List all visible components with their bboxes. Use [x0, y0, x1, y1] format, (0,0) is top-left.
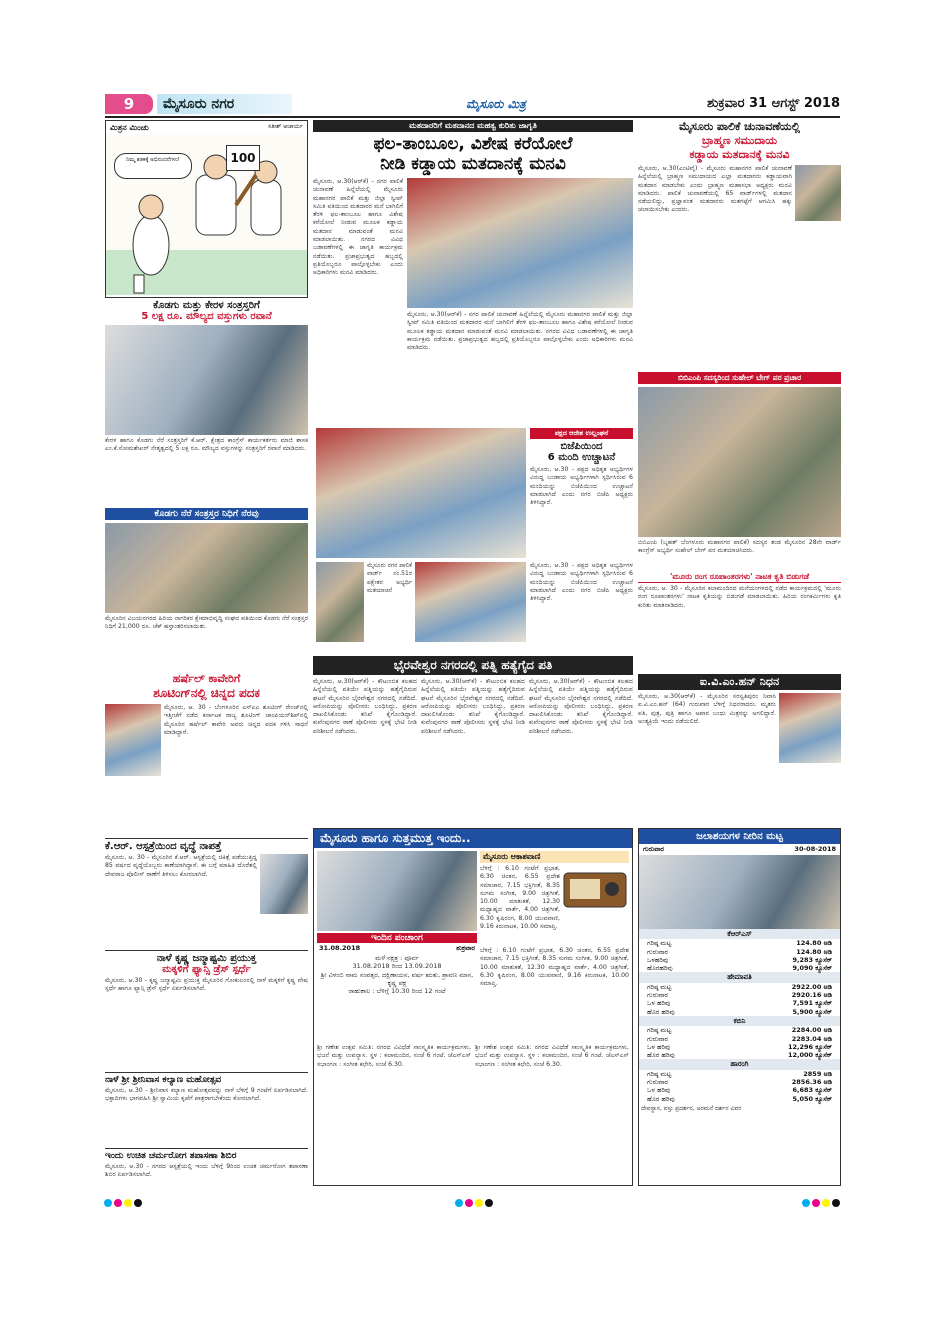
dam-row-value: 124.80 ಅಡಿ [796, 947, 832, 956]
reservoir-day: ಗುರುವಾರ [643, 845, 664, 853]
janmashtami-story [105, 950, 308, 1070]
magenta-dot [812, 1199, 820, 1207]
print-marks-left [104, 1192, 144, 1211]
panchanga-line-2: 31.08.2018 ರಿಂದ 13.09.2018 [352, 962, 442, 971]
obit-photo [779, 693, 841, 763]
bjp-body-cont: ಮೈಸೂರು, ಆ.30 - ಪಕ್ಷದ ಅಧಿಕೃತ ಅಭ್ಯರ್ಥಿಗಳ ವಿರುದ್ಧ ಬಂಡಾಯ ಅಭ್ಯರ್ಥಿಗಳಾಗಿ ಸ್ಪರ್ಧಿಸಿರುವ 6 ಮಂದಿಯನ್ನು ಬಿಜೆಪಿಯಿಂದ ಉಚ್ಚಾಟನೆ ಮಾಡಲಾಗಿದೆ ಎಂದು ನಗರ ಬಿಜೆಪಿ ಅಧ್ಯಕ್ಷರು ತಿಳಿಸಿದ್ದಾರೆ. [530, 562, 633, 603]
black-dot [832, 1199, 840, 1207]
dam-row-label: ಗುರುವಾರ [647, 1078, 668, 1087]
dam-row-label: ಗುರುವಾರ [647, 991, 668, 1000]
bhairav-body-3: ಮೈಸೂರು, ಆ.30(ಆರ್‌ಕೆ) - ಕೌಟುಂಬಿಕ ಕಲಹದ ಹಿನ್ನೆಲೆಯಲ್ಲಿ ಪತಿಯೇ ಪತ್ನಿಯನ್ನು ಹತ್ಯೆಗೈದಿರುವ ಘಟನೆ ಮೈಸೂರಿನ ಭೈರವೇಶ್ವರ ನಗರದಲ್ಲಿ ನಡೆದಿದೆ. ಆರೋಪಿಯನ್ನು ಪೊಲೀಸರು ಬಂಧಿಸಿದ್ದು, ಪ್ರಕರಣ ದಾಖಲಿಸಿಕೊಂಡು ತನಿಖೆ ಕೈಗೊಂಡಿದ್ದಾರೆ. ಕುವೆಂಪುನಗರ ಠಾಣೆ ಪೊಲೀಸರು ಸ್ಥಳಕ್ಕೆ ಭೇಟಿ ನೀಡಿ ಪರಿಶೀಲನೆ ನಡೆಸಿದರು. [529, 678, 633, 735]
dam-row-value: 2284.00 ಅಡಿ [791, 1026, 832, 1035]
harshel-story [105, 672, 308, 834]
cartoon-panel [105, 120, 308, 298]
dam-row [639, 964, 840, 972]
harshel-photo [105, 704, 161, 776]
rangayana-headline: 'ಮೂರು ರಂಗ ರೂಪಾಂತರಗಳು' ನಾಟಕ ಕೃತಿ ಬಿಡುಗಡೆ [638, 572, 841, 583]
dam-row [639, 1095, 840, 1103]
dam-row [639, 1051, 840, 1059]
voting-headline-2: ನೀಡಿ ಕಡ್ಡಾಯ ಮತದಾನಕ್ಕೆ ಮನವಿ [380, 154, 566, 174]
voting-body-2: ಮೈಸೂರು, ಆ.30(ಆರ್‌ಕೆ) - ನಗರ ಪಾಲಿಕೆ ಚುನಾವಣೆ ಹಿನ್ನೆಲೆಯಲ್ಲಿ ಮೈಸೂರು ಮಹಾನಗರ ಪಾಲಿಕೆ ಮತ್ತು ಜಿಲ್ಲಾ ಸ್ವೀಪ್ ಸಮಿತಿ ವತಿಯಿಂದ ಮತದಾರರ ಮನೆ ಬಾಗಿಲಿಗೆ ತೆರಳಿ ಫಲ-ತಾಂಬೂಲ ಹಾಗೂ ವಿಶೇಷ ಕರೆಯೋಲೆ ನೀಡುವ ಮೂಲಕ ಕಡ್ಡಾಯ ಮತದಾನ ಮಾಡುವಂತೆ ಮನವಿ ಮಾಡಲಾಯಿತು. ನಗರದ ವಿವಿಧ ಬಡಾವಣೆಗಳಲ್ಲಿ ಈ ಜಾಗೃತಿ ಕಾರ್ಯಕ್ರಮ ನಡೆಯಿತು. ಪ್ರಜಾಪ್ರಭುತ್ವದ ಹಬ್ಬದಲ್ಲಿ ಪ್ರತಿಯೊಬ್ಬರೂ ಪಾಲ್ಗೊಳ್ಳಬೇಕು ಎಂದು ಅಧಿಕಾರಿಗಳು ಮನವಿ ಮಾಡಿದರು. [407, 311, 633, 352]
radio-text-2: ಬೆಳಿಗ್ಗೆ : 6.10 ಗಂಟೆಗೆ ಪ್ರಭಾತ, 6.30 ಚಿಂತನ, 6.55 ಪ್ರದೇಶ ಸಮಾಚಾರ, 7.15 ಭಕ್ತಿಗೀತೆ, 8.35 ಸುಗಮ ಸಂಗೀತ, 9.00 ಚಿತ್ರಗೀತೆ, 10.00 ಮಾತುಕತೆ, 12.30 ಮಧ್ಯಾಹ್ನದ ವಾರ್ತೆ, 4.00 ಚಿತ್ರಗೀತೆ, 6.30 ಕೃಷಿರಂಗ, 8.00 ಯುವವಾಣಿ, 9.16 ಕಿರುನಾಟಕ, 10.00 ಸಮಾಪ್ತಿ. [480, 947, 629, 988]
bjp-headline-1: ಬಿಜೆಪಿಯಿಂದ [560, 441, 603, 452]
ward-photos [316, 562, 526, 642]
dam-name: ಕಬಿನಿ [639, 1016, 840, 1026]
dam-row-value: 5,050 ಕ್ಯೂಸೆಕ್ [792, 1094, 832, 1103]
dam-row-value: 2922.00 ಅಡಿ [791, 982, 832, 991]
palike-brahmin-story [638, 120, 841, 368]
dam-row [639, 1026, 840, 1034]
palace-photo [317, 851, 477, 931]
janma-headline-2: ಮಕ್ಕಳಿಗೆ ಫ್ಯಾನ್ಸಿ ಡ್ರೆಸ್ ಸ್ಪರ್ಧೆ [162, 964, 251, 975]
brahmin-headline-2: ಕಡ್ಡಾಯ ಮತದಾನಕ್ಕೆ ಮನವಿ [689, 148, 790, 161]
dam-row [639, 1078, 840, 1086]
dam-row-label: ಹೊರ ಹರಿವು [647, 1094, 675, 1103]
skin-headline: ಇಂದು ಉಚಿತ ಚರ್ಮರೋಗ ತಪಾಸಣಾ ಶಿಬಿರ [105, 1151, 237, 1161]
dam-row-value: 9,283 ಕ್ಯೂಸೆಕ್ [792, 955, 832, 964]
obit-headline: ಐ.ವಿ.ಎಂ.ಹನ್ ನಿಧನ [638, 674, 841, 690]
dam-row-value: 2856.36 ಅಡಿ [791, 1078, 832, 1087]
yellow-dot [124, 1199, 132, 1207]
dam-row-value: 2283.04 ಅಡಿ [791, 1034, 832, 1043]
relief-photo [105, 523, 308, 613]
brahmin-photo [795, 165, 841, 221]
radio-title: ಮೈಸೂರು ಆಕಾಶವಾಣಿ [480, 851, 629, 863]
voting-story [313, 120, 633, 420]
ward-photo-1 [316, 562, 364, 642]
voting-photo [407, 178, 633, 308]
kr-body: ಮೈಸೂರು, ಆ. 30 - ಮೈಸೂರಿನ ಕೆ.ಆರ್. ಆಸ್ಪತ್ರೆಯಲ್ಲಿ ಚಿಕಿತ್ಸೆ ಪಡೆಯುತ್ತಿದ್ದ 85 ವರ್ಷದ ವೃದ್ಧೆಯೊಬ್ಬರು ಕಾಣೆಯಾಗಿದ್ದಾರೆ. ಈ ಬಗ್ಗೆ ಮಾಹಿತಿ ದೊರೆತಲ್ಲಿ ದೇವರಾಜ ಪೊಲೀಸ್ ಠಾಣೆಗೆ ತಿಳಿಸಲು ಕೋರಲಾಗಿದೆ. [105, 854, 257, 878]
bhairaveshwara-story [313, 656, 633, 816]
bjp-headline-2: 6 ಮಂದಿ ಉಚ್ಚಾಟನೆ [547, 452, 616, 463]
brahmin-headline-1: ಬ್ರಾಹ್ಮಣ ಸಮುದಾಯ [701, 134, 778, 147]
dam-row [639, 1008, 840, 1016]
dam-row-value: 2920.16 ಅಡಿ [791, 991, 832, 1000]
dam-row-value: 12,000 ಕ್ಯೂಸೆಕ್ [787, 1051, 832, 1060]
radio-text: ಬೆಳಿಗ್ಗೆ : 6.10 ಗಂಟೆಗೆ ಪ್ರಭಾತ, 6.30 ಚಿಂತನ, 6.55 ಪ್ರದೇಶ ಸಮಾಚಾರ, 7.15 ಭಕ್ತಿಗೀತೆ, 8.35 ಸುಗಮ ಸಂಗೀತ, 9.00 ಚಿತ್ರಗೀತೆ, 10.00 ಮಾತುಕತೆ, 12.30 ಮಧ್ಯಾಹ್ನದ ವಾರ್ತೆ, 4.00 ಚಿತ್ರಗೀತೆ, 6.30 ಕೃಷಿರಂಗ, 8.00 ಯುವವಾಣಿ, 9.16 ಕಿರುನಾಟಕ, 10.00 ಸಮಾಪ್ತಿ. [480, 865, 560, 931]
dam-row-label: ಗುರುವಾರ [647, 947, 668, 956]
dam-row-label: ಹೊರ ಹರಿವು [647, 1051, 675, 1060]
relief-caption: ಮೈಸೂರಿನ ವಿಜಯನಗರದ ಹಿರಿಯ ನಾಗರಿಕರ ಕ್ಷೇಮಾಭಿವೃದ್ಧಿ ಸಂಘದ ವತಿಯಿಂದ ಕೊಡಗು ನೆರೆ ಸಂತ್ರಸ್ತರ ನಿಧಿಗೆ 21,000 ರೂ. ಚೆಕ್ ಹಸ್ತಾಂತರಿಸಲಾಯಿತು. [105, 615, 308, 631]
janma-headline-1: ನಾಳೆ ಕೃಷ್ಣ ಜನ್ಮಾಷ್ಟಮಿ ಪ್ರಯುಕ್ತ [156, 953, 257, 964]
relief-fund-story [105, 508, 308, 668]
kr-hospital-story [105, 838, 308, 948]
relief-headline: ಕೊಡಗು ನೆರೆ ಸಂತ್ರಸ್ತರ ನಿಧಿಗೆ ನೆರವು [105, 508, 308, 520]
cyan-dot [104, 1199, 112, 1207]
cartoon-artist: ಸತೀಶ್ ಆಚಾರ್ಯ [268, 123, 303, 130]
janma-body: ಮೈಸೂರು, ಆ.30 - ಕೃಷ್ಣ ಜನ್ಮಾಷ್ಟಮಿ ಪ್ರಯುಕ್ತ ಮೈಸೂರಿನ ಗೋಕುಲಂನಲ್ಲಿ ನಾಳೆ ಮಕ್ಕಳಿಗೆ ಕೃಷ್ಣ ವೇಷ ಸ್ಪರ್ಧೆ ಹಾಗೂ ಫ್ಯಾನ್ಸಿ ಡ್ರೆಸ್ ಸ್ಪರ್ಧೆ ಏರ್ಪಡಿಸಲಾಗಿದೆ. [105, 977, 308, 993]
events-text-2: ಶ್ರೀ ಗಣೇಶ ಉತ್ಸವ ಸಮಿತಿ: ನಗರದ ವಿವಿಧೆಡೆ ಸಾಂಸ್ಕೃತಿಕ ಕಾರ್ಯಕ್ರಮಗಳು, ಭಜನೆ ಮತ್ತು ಉಪನ್ಯಾಸ. ಸ್ಥಳ : ಕಲಾಮಂದಿರ, ಸಂಜೆ 6 ಗಂಟೆ. ಜೆಎಸ್‌ಎಸ್ ಸಭಾಂಗಣ : ಸಂಗೀತ ಕಛೇರಿ, ಸಂಜೆ 6.30. [475, 1044, 629, 1068]
yellow-dot [822, 1199, 830, 1207]
dam-row-value: 2859 ಅಡಿ [803, 1069, 832, 1078]
reservoir-photo [639, 855, 840, 929]
ward-caption: ಮೈಸೂರು ನಗರ ಪಾಲಿಕೆ ವಾರ್ಡ್ ನಂ.51ರ ಪಕ್ಷೇತರ ಅಭ್ಯರ್ಥಿ ಮತಯಾಚನೆ [367, 562, 412, 594]
print-marks-center [455, 1192, 495, 1211]
dam-row [639, 939, 840, 947]
dam-row [639, 1035, 840, 1043]
dam-row-label: ಗರಿಷ್ಠ ಮಟ್ಟ [647, 982, 672, 991]
events-text-1: ಶ್ರೀ ಗಣೇಶ ಉತ್ಸವ ಸಮಿತಿ: ನಗರದ ವಿವಿಧೆಡೆ ಸಾಂಸ್ಕೃತಿಕ ಕಾರ್ಯಕ್ರಮಗಳು, ಭಜನೆ ಮತ್ತು ಉಪನ್ಯಾಸ. ಸ್ಥಳ : ಕಲಾಮಂದಿರ, ಸಂಜೆ 6 ಗಂಟೆ. ಜೆಎಸ್‌ಎಸ್ ಸಭಾಂಗಣ : ಸಂಗೀತ ಕಛೇರಿ, ಸಂಜೆ 6.30. [317, 1044, 471, 1068]
reservoir-title: ಜಲಾಶಯಗಳ ನೀರಿನ ಮಟ್ಟ [639, 829, 840, 844]
cartoon-title: ಮಿತ್ರನ ಮಿಂಚು [110, 123, 149, 132]
dam-row-value: 12,296 ಕ್ಯೂಸೆಕ್ [787, 1042, 832, 1051]
obituary-story [638, 674, 841, 824]
reservoir-table [639, 929, 840, 1103]
dam-row-label: ಒಳ ಹರಿವು [647, 1042, 671, 1051]
black-dot [485, 1199, 493, 1207]
cyan-dot [455, 1199, 463, 1207]
skin-camp-story [105, 1148, 308, 1190]
masthead: ಮೈಸೂರು ಮಿತ್ರ [466, 97, 526, 111]
cyan-dot [802, 1199, 810, 1207]
header-rule [105, 116, 840, 118]
bhairav-body-1: ಮೈಸೂರು, ಆ.30(ಆರ್‌ಕೆ) - ಕೌಟುಂಬಿಕ ಕಲಹದ ಹಿನ್ನೆಲೆಯಲ್ಲಿ ಪತಿಯೇ ಪತ್ನಿಯನ್ನು ಹತ್ಯೆಗೈದಿರುವ ಘಟನೆ ಮೈಸೂರಿನ ಭೈರವೇಶ್ವರ ನಗರದಲ್ಲಿ ನಡೆದಿದೆ. ಆರೋಪಿಯನ್ನು ಪೊಲೀಸರು ಬಂಧಿಸಿದ್ದು, ಪ್ರಕರಣ ದಾಖಲಿಸಿಕೊಂಡು ತನಿಖೆ ಕೈಗೊಂಡಿದ್ದಾರೆ. ಕುವೆಂಪುನಗರ ಠಾಣೆ ಪೊಲೀಸರು ಸ್ಥಳಕ್ಕೆ ಭೇಟಿ ನೀಡಿ ಪರಿಶೀಲನೆ ನಡೆಸಿದರು. [313, 678, 417, 735]
bjp-expel-story [530, 428, 633, 558]
dam-row-label: ಗರಿಷ್ಠ ಮಟ್ಟ [647, 1069, 672, 1078]
yellow-dot [475, 1199, 483, 1207]
dam-row [639, 1070, 840, 1078]
reservoir-date: 30-08-2018 [794, 845, 836, 853]
bbmp-story [638, 372, 841, 568]
campaign-photo [316, 428, 526, 558]
bjp-kicker: ಪಕ್ಷದ ಆದೇಶ ಉಲ್ಲಂಘನೆ [530, 428, 633, 439]
speech-bubble: ನಿಮ್ಮ ಶತಕಕ್ಕೆ ಅಭಿನಂದನೆಗಳು! [114, 153, 192, 179]
srinivasa-story [105, 1072, 308, 1146]
dam-row [639, 1043, 840, 1051]
kr-headline: ಕೆ.ಆರ್. ಆಸ್ಪತ್ರೆಯಿಂದ ವೃದ್ಧೆ ನಾಪತ್ತೆ [105, 841, 222, 852]
kodagu-photo [105, 325, 308, 435]
magenta-dot [114, 1199, 122, 1207]
dam-row-label: ಗರಿಷ್ಠ ಮಟ್ಟ [647, 939, 672, 948]
panchanga-day: ಶುಕ್ರವಾರ [456, 944, 475, 952]
dam-row-value: 9,090 ಕ್ಯೂಸೆಕ್ [792, 964, 832, 973]
rangayana-story [638, 572, 841, 670]
section-title: ಮೈಸೂರು ನಗರ [157, 94, 292, 114]
dam-row-label: ಒಳ ಹರಿವು [647, 1086, 671, 1095]
obit-body: ಮೈಸೂರು, ಆ.30(ಆರ್‌ಕೆ) - ಮೈಸೂರಿನ ಸರಸ್ವತಿಪುರಂ ನಿವಾಸಿ ಐ.ವಿ.ಎಂ.ಹನ್ (64) ಗುರುವಾರ ಬೆಳಿಗ್ಗೆ ನಿಧನರಾದರು. ಮೃತರು ಪತಿ, ಪುತ್ರ, ಪುತ್ರಿ ಹಾಗೂ ಅಪಾರ ಬಂಧು ಮಿತ್ರರನ್ನು ಅಗಲಿದ್ದಾರೆ. ಅಂತ್ಯಕ್ರಿಯೆ ಇಂದು ನಡೆಯಲಿದೆ. [638, 693, 776, 725]
bhairav-body-2: ಮೈಸೂರು, ಆ.30(ಆರ್‌ಕೆ) - ಕೌಟುಂಬಿಕ ಕಲಹದ ಹಿನ್ನೆಲೆಯಲ್ಲಿ ಪತಿಯೇ ಪತ್ನಿಯನ್ನು ಹತ್ಯೆಗೈದಿರುವ ಘಟನೆ ಮೈಸೂರಿನ ಭೈರವೇಶ್ವರ ನಗರದಲ್ಲಿ ನಡೆದಿದೆ. ಆರೋಪಿಯನ್ನು ಪೊಲೀಸರು ಬಂಧಿಸಿದ್ದು, ಪ್ರಕರಣ ದಾಖಲಿಸಿಕೊಂಡು ತನಿಖೆ ಕೈಗೊಂಡಿದ್ದಾರೆ. ಕುವೆಂಪುನಗರ ಠಾಣೆ ಪೊಲೀಸರು ಸ್ಥಳಕ್ಕೆ ಭೇಟಿ ನೀಡಿ ಪರಿಶೀಲನೆ ನಡೆಸಿದರು. [421, 678, 525, 735]
kr-photo [260, 854, 308, 914]
bbmp-headline: ಬಿಬಿಎಂಪಿ ಸದಸ್ಯರಿಂದ ಸುಹೇಲ್ ಬೇಗ್ ಪರ ಪ್ರಚಾರ [638, 372, 841, 384]
kodagu-caption: ಕೇರಳ ಹಾಗೂ ಕೊಡಗು ನೆರೆ ಸಂತ್ರಸ್ತರಿಗೆ ಕೆ.ಆರ್. ಕ್ಷೇತ್ರದ ಕಾಂಗ್ರೆಸ್ ಕಾರ್ಯಕರ್ತರು ಮಾಜಿ ಶಾಸಕ ಎಂ.ಕೆ.ಸೋಮಶೇಖರ್ ನೇತೃತ್ವದಲ್ಲಿ 5 ಲಕ್ಷ ರೂ. ಮೌಲ್ಯದ ವಸ್ತುಗಳನ್ನು ಸಂತ್ರಸ್ತರಿಗೆ ರವಾನೆ ಮಾಡಿದರು. [105, 437, 308, 453]
radio-icon [562, 865, 628, 909]
dam-name: ಕೆಆರ್‌ಎಸ್ [639, 929, 840, 939]
black-dot [134, 1199, 142, 1207]
panchanga-line-4: ರಾಹುಕಾಲ : ಬೆಳಿಗ್ಗೆ 10.30 ರಿಂದ 12 ಗಂಟೆ [348, 987, 446, 996]
dam-row-value: 7,591 ಕ್ಯೂಸೆಕ್ [792, 999, 832, 1008]
kodagu-headline-1: ಕೊಡಗು ಮತ್ತು ಕೇರಳ ಸಂತ್ರಸ್ತರಿಗೆ [153, 300, 260, 311]
score-board: 100 [226, 145, 260, 171]
srinivasa-body: ಮೈಸೂರು, ಆ.30 - ಶ್ರೀನಿವಾಸ ಕಲ್ಯಾಣ ಮಹೋತ್ಸವವನ್ನು ನಾಳೆ ಬೆಳಿಗ್ಗೆ 9 ಗಂಟೆಗೆ ಏರ್ಪಡಿಸಲಾಗಿದೆ. ಭಕ್ತಾದಿಗಳು ಭಾಗವಹಿಸಿ ಶ್ರೀ ಸ್ವಾಮಿಯ ಕೃಪೆಗೆ ಪಾತ್ರರಾಗಬೇಕೆಂದು ಕೋರಲಾಗಿದೆ. [105, 1087, 308, 1103]
dam-row [639, 991, 840, 999]
harshel-headline-2: ಶೂಟಿಂಗ್‌ನಲ್ಲಿ ಚಿನ್ನದ ಪದಕ [153, 686, 260, 700]
bbmp-caption: ಬಿಬಿಎಂಪಿ (ಬೃಹತ್ ಬೆಂಗಳೂರು ಮಹಾನಗರ ಪಾಲಿಕೆ) ಸದಸ್ಯರ ತಂಡ ಮೈಸೂರಿನ 28ನೇ ವಾರ್ಡ್ ಕಾಂಗ್ರೆಸ್ ಅಭ್ಯರ್ಥಿ ಸುಹೇಲ್ ಬೇಗ್ ಪರ ಮತಯಾಚಿಸಿದರು. [638, 539, 841, 555]
page-date: ಶುಕ್ರವಾರ 31 ಆಗಸ್ಟ್ 2018 [707, 96, 840, 111]
today-title: ಮೈಸೂರು ಹಾಗೂ ಸುತ್ತಮುತ್ತ ಇಂದು.. [314, 829, 632, 848]
reservoir-footer: ದೇವಸ್ಥಾನ, ವಸ್ತು ಪ್ರದರ್ಶನ, ಅರಮನೆ ದರ್ಶನ ವಿವರ [641, 1104, 742, 1112]
panchanga-title: ಇಂದಿನ ಪಂಚಾಂಗ [317, 933, 477, 943]
page-number: 9 [105, 94, 153, 114]
dam-name: ಹೇಮಾವತಿ [639, 972, 840, 982]
rangayana-body: ಮೈಸೂರು, ಆ. 30 - ಮೈಸೂರಿನ ಕಲಾಮಂದಿರದ ಮನೆಯಂಗಳದಲ್ಲಿ ನಡೆದ ಕಾರ್ಯಕ್ರಮದಲ್ಲಿ 'ಮೂರು ರಂಗ ರೂಪಾಂತರಗಳು' ನಾಟಕ ಕೃತಿಯನ್ನು ಬಿಡುಗಡೆ ಮಾಡಲಾಯಿತು. ಹಿರಿಯ ರಂಗಕರ್ಮಿಗಳು ಕೃತಿ ಕುರಿತು ಮಾತನಾಡಿದರು. [638, 585, 841, 609]
srinivasa-headline: ನಾಳೆ ಶ್ರೀ ಶ್ರೀನಿವಾಸ ಕಲ್ಯಾಣ ಮಹೋತ್ಸವ [105, 1075, 222, 1085]
panchanga-date: 31.08.2018 [319, 944, 361, 952]
dam-row-label: ಒಳ ಹರಿವು [647, 999, 671, 1008]
dam-row-label: ಒಳಹರಿವು [647, 955, 669, 964]
brahmin-kicker: ಮೈಸೂರು ಪಾಲಿಕೆ ಚುನಾವಣೆಯಲ್ಲಿ [678, 120, 801, 133]
brahmin-body: ಮೈಸೂರು, ಆ.30(ಎಂಟಿವೈ) - ಮೈಸೂರು ಮಹಾನಗರ ಪಾಲಿಕೆ ಚುನಾವಣೆ ಹಿನ್ನೆಲೆಯಲ್ಲಿ ಬ್ರಾಹ್ಮಣ ಸಮುದಾಯದ ಎಲ್ಲಾ ಮತದಾರರು ಕಡ್ಡಾಯವಾಗಿ ಮತದಾನ ಮಾಡಬೇಕು ಎಂದು ಬ್ರಾಹ್ಮಣ ಮಹಾಸಭಾ ಅಧ್ಯಕ್ಷರು ಮನವಿ ಮಾಡಿದರು. ಪಾಲಿಕೆ ಚುನಾವಣೆಯಲ್ಲಿ 65 ವಾರ್ಡ್‌ಗಳಲ್ಲಿ ಮತದಾನ ನಡೆಯಲಿದ್ದು, ಪ್ರಜ್ಞಾವಂತ ಮತದಾರರು ಮತಗಟ್ಟೆಗೆ ಆಗಮಿಸಿ ಹಕ್ಕು ಚಲಾಯಿಸಬೇಕು ಎಂದರು. [638, 165, 792, 214]
reservoir-box [638, 828, 841, 1186]
dam-row [639, 948, 840, 956]
today-box [313, 828, 633, 1186]
bhairav-headline: ಭೈರವೇಶ್ವರ ನಗರದಲ್ಲಿ ಪತ್ನಿ ಹತ್ಯೆಗೈದ ಪತಿ [313, 656, 633, 675]
dam-row-value: 6,683 ಕ್ಯೂಸೆಕ್ [792, 1086, 832, 1095]
voting-kicker: ಮತದಾರರಿಗೆ ಮತದಾನದ ಮಹತ್ವ ಕುರಿತು ಜಾಗೃತಿ [313, 120, 633, 132]
dam-row [639, 999, 840, 1007]
dam-row-label: ಗರಿಷ್ಠ ಮಟ್ಟ [647, 1026, 672, 1035]
dam-row-label: ಹೊರಹರಿವು [647, 964, 673, 973]
kodagu-headline-2: 5 ಲಕ್ಷ ರೂ. ಮೌಲ್ಯದ ವಸ್ತುಗಳು ರವಾನೆ [141, 311, 272, 322]
dam-row [639, 956, 840, 964]
voting-headline-1: ಫಲ-ತಾಂಬೂಲ, ವಿಶೇಷ ಕರೆಯೋಲೆ [373, 134, 573, 154]
harshel-headline-1: ಹರ್ಷೆಲ್ ಕಾವೇರಿಗೆ [172, 672, 241, 685]
dam-row-label: ಹೊರ ಹರಿವು [647, 1007, 675, 1016]
ward-photo-2 [415, 562, 526, 642]
panchanga-line-3: ಶ್ರೀ ವಿಳಂಬಿ ನಾಮ ಸಂವತ್ಸರ, ದಕ್ಷಿಣಾಯನ, ವರ್ಷ ಋತು, ಶ್ರಾವಣ ಮಾಸ, ಕೃಷ್ಣ ಪಕ್ಷ [320, 970, 474, 987]
dam-row-value: 124.80 ಅಡಿ [796, 939, 832, 948]
dam-row-label: ಗುರುವಾರ [647, 1034, 668, 1043]
dam-name: ಹಾರಂಗಿ [639, 1059, 840, 1069]
dam-row [639, 983, 840, 991]
kodagu-story [105, 300, 308, 506]
bbmp-photo [638, 387, 841, 537]
bjp-body: ಮೈಸೂರು, ಆ.30 - ಪಕ್ಷದ ಅಧಿಕೃತ ಅಭ್ಯರ್ಥಿಗಳ ವಿರುದ್ಧ ಬಂಡಾಯ ಅಭ್ಯರ್ಥಿಗಳಾಗಿ ಸ್ಪರ್ಧಿಸಿರುವ 6 ಮಂದಿಯನ್ನು ಬಿಜೆಪಿಯಿಂದ ಉಚ್ಚಾಟನೆ ಮಾಡಲಾಗಿದೆ ಎಂದು ನಗರ ಬಿಜೆಪಿ ಅಧ್ಯಕ್ಷರು ತಿಳಿಸಿದ್ದಾರೆ. [530, 466, 633, 507]
harshel-body: ಮೈಸೂರು, ಆ. 30 - ಬೆಂಗಳೂರಿನ ಎಸ್‌ಎಎ ಶೂಟಿಂಗ್ ರೇಂಜ್‌ನಲ್ಲಿ ಇತ್ತೀಚೆಗೆ ನಡೆದ ಕರ್ನಾಟಕ ರಾಜ್ಯ ಶೂಟಿಂಗ್ ಚಾಂಪಿಯನ್‌ಶಿಪ್‌ನಲ್ಲಿ ಮೈಸೂರಿನ ಹರ್ಷೆಲ್ ಕಾವೇರಿ ಅವರು ಚಿನ್ನದ ಪದಕ ಗಳಿಸಿ ಸಾಧನೆ ಮಾಡಿದ್ದಾರೆ. [164, 704, 308, 736]
magenta-dot [465, 1199, 473, 1207]
print-marks-right [802, 1192, 842, 1211]
panchanga-line-1: ಮಳೆ ನಕ್ಷತ್ರ : ಪೂರ್ವ [375, 954, 419, 962]
skin-body: ಮೈಸೂರು, ಆ.30 - ನಗರದ ಆಸ್ಪತ್ರೆಯಲ್ಲಿ ಇಂದು ಬೆಳಿಗ್ಗೆ 9ರಿಂದ ಉಚಿತ ಚರ್ಮರೋಗ ತಪಾಸಣಾ ಶಿಬಿರ ಏರ್ಪಡಿಸಲಾಗಿದೆ. [105, 1163, 308, 1179]
dam-row [639, 1086, 840, 1094]
dam-row-value: 5,900 ಕ್ಯೂಸೆಕ್ [792, 1007, 832, 1016]
voting-body: ಮೈಸೂರು, ಆ.30(ಆರ್‌ಕೆ) - ನಗರ ಪಾಲಿಕೆ ಚುನಾವಣೆ ಹಿನ್ನೆಲೆಯಲ್ಲಿ ಮೈಸೂರು ಮಹಾನಗರ ಪಾಲಿಕೆ ಮತ್ತು ಜಿಲ್ಲಾ ಸ್ವೀಪ್ ಸಮಿತಿ ವತಿಯಿಂದ ಮತದಾರರ ಮನೆ ಬಾಗಿಲಿಗೆ ತೆರಳಿ ಫಲ-ತಾಂಬೂಲ ಹಾಗೂ ವಿಶೇಷ ಕರೆಯೋಲೆ ನೀಡುವ ಮೂಲಕ ಕಡ್ಡಾಯ ಮತದಾನ ಮಾಡುವಂತೆ ಮನವಿ ಮಾಡಲಾಯಿತು. ನಗರದ ವಿವಿಧ ಬಡಾವಣೆಗಳಲ್ಲಿ ಈ ಜಾಗೃತಿ ಕಾರ್ಯಕ್ರಮ ನಡೆಯಿತು. ಪ್ರಜಾಪ್ರಭುತ್ವದ ಹಬ್ಬದಲ್ಲಿ ಪ್ರತಿಯೊಬ್ಬರೂ ಪಾಲ್ಗೊಳ್ಳಬೇಕು ಎಂದು ಅಧಿಕಾರಿಗಳು ಮನವಿ ಮಾಡಿದರು. [313, 178, 403, 277]
